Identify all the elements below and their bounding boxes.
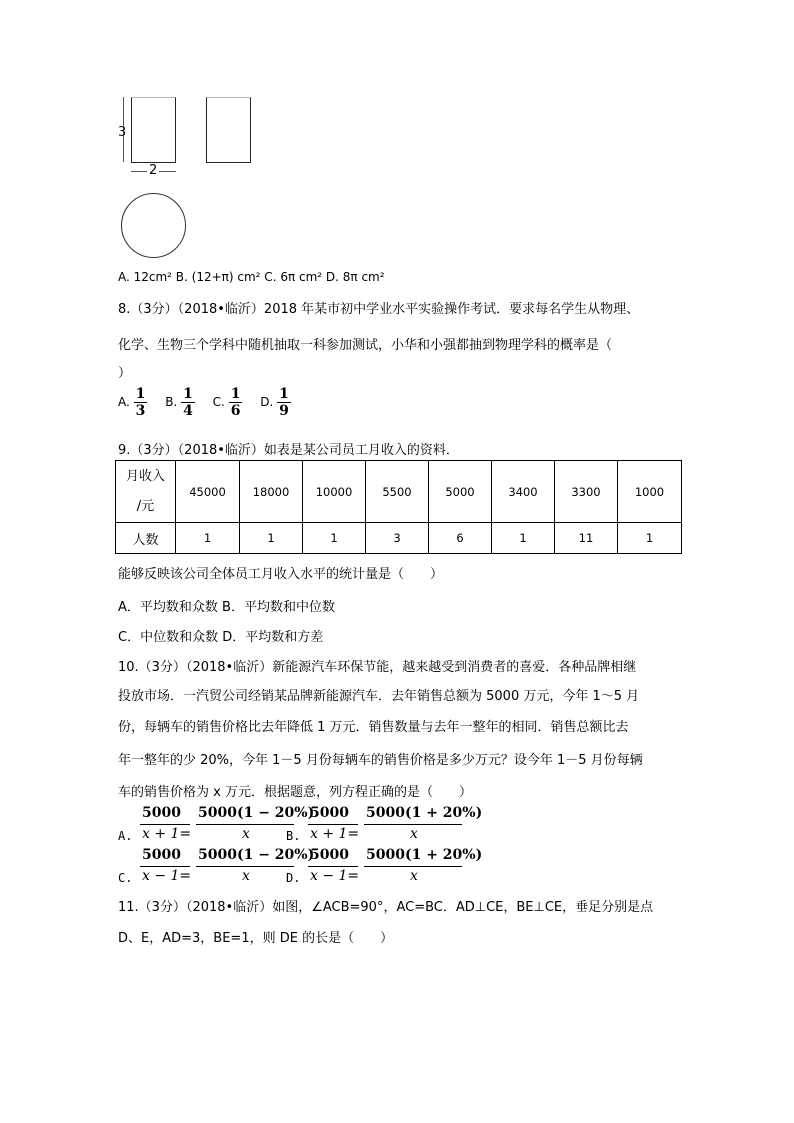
numerator: 5000 bbox=[142, 847, 181, 863]
table-cell: 18000 bbox=[240, 461, 303, 523]
q10-line-4: 年一整年的少 20%，今年 1－5 月份每辆车的销售价格是多少万元？设今年 1－5 月份每辆 bbox=[118, 753, 643, 768]
table-cell: 6 bbox=[429, 523, 492, 554]
table-cell: 5500 bbox=[366, 461, 429, 523]
q8-option-d[interactable]: D. $\frac{1}{9}$ bbox=[260, 386, 289, 419]
numerator: 5000 bbox=[310, 805, 349, 821]
table-cell: 1 bbox=[303, 523, 366, 554]
denominator: x − 1= bbox=[142, 868, 192, 884]
width-label: 2 bbox=[149, 163, 158, 178]
q8-line-2: 化学、生物三个学科中随机抽取一科参加测试，小华和小强都抽到物理学科的概率是（ bbox=[118, 338, 613, 353]
option-label: B. bbox=[286, 829, 301, 843]
option-label: A. bbox=[118, 829, 133, 843]
table-cell: 1 bbox=[618, 523, 682, 554]
q9-title: 9.（3分）（2018•临沂）如表是某公司员工月收入的资料． bbox=[118, 443, 459, 458]
q8-options bbox=[118, 386, 291, 419]
denominator: x bbox=[410, 868, 418, 884]
denominator: x + 1= bbox=[310, 826, 360, 842]
denominator: x bbox=[410, 826, 418, 842]
q8-option-a[interactable]: A. $\frac{1}{3}$ bbox=[118, 386, 146, 419]
table-header-income: 月收入 /元 bbox=[116, 461, 176, 523]
numerator: 5000(1 + 20%) bbox=[366, 805, 483, 821]
table-cell: 45000 bbox=[176, 461, 240, 523]
income-table bbox=[115, 460, 682, 554]
denominator: x bbox=[242, 868, 250, 884]
q11-line-1: 11.（3分）（2018•临沂）如图，∠ACB=90°，AC=BC．AD⊥CE，BE⊥CE，垂足分别是点 bbox=[118, 900, 654, 915]
table-cell: 1 bbox=[176, 523, 240, 554]
q8-option-b[interactable]: B. $\frac{1}{4}$ bbox=[165, 386, 193, 419]
q8-line-3: ） bbox=[118, 366, 132, 381]
q10-line-2: 投放市场．一汽贸公司经销某品牌新能源汽车．去年销售总额为 5000 万元，今年 1～5 月 bbox=[118, 689, 640, 704]
numerator: 5000(1 + 20%) bbox=[366, 847, 483, 863]
denominator: x bbox=[242, 826, 250, 842]
table-cell: 10000 bbox=[303, 461, 366, 523]
q9-question: 能够反映该公司全体员工月收入水平的统计量是（ ） bbox=[118, 567, 444, 582]
table-cell: 11 bbox=[555, 523, 618, 554]
table-cell: 1 bbox=[240, 523, 303, 554]
q11-line-2: D、E，AD=3，BE=1，则 DE 的长是（ ） bbox=[118, 931, 394, 946]
side-view-rect bbox=[206, 97, 251, 163]
q10-options-row-2 bbox=[118, 847, 518, 883]
table-row-income bbox=[116, 461, 682, 523]
table-row-count bbox=[116, 523, 682, 554]
denominator: x + 1= bbox=[142, 826, 192, 842]
q10-line-5: 车的销售价格为 x 万元．根据题意，列方程正确的是（ ） bbox=[118, 785, 472, 800]
numerator: 5000 bbox=[310, 847, 349, 863]
table-cell: 3300 bbox=[555, 461, 618, 523]
q9-options-1[interactable]: A．平均数和众数 B．平均数和中位数 bbox=[118, 600, 335, 615]
q7-options: A. 12cm² B. (12+π) cm² C. 6π cm² D. 8π cm² bbox=[118, 270, 385, 284]
q10-options-row-1 bbox=[118, 805, 518, 841]
numerator: 5000 bbox=[142, 805, 181, 821]
q10-line-3: 份，每辆车的销售价格比去年降低 1 万元．销售数量与去年一整年的相同．销售总额比去 bbox=[118, 720, 629, 735]
q8-line-1: 8.（3分）（2018•临沂）2018 年某市初中学业水平实验操作考试．要求每名学生从物理、 bbox=[118, 302, 640, 317]
front-view-rect bbox=[131, 97, 176, 163]
numerator: 5000(1 − 20%) bbox=[198, 847, 315, 863]
table-cell: 5000 bbox=[429, 461, 492, 523]
option-label: C. bbox=[118, 871, 133, 885]
table-cell: 3400 bbox=[492, 461, 555, 523]
option-label: D. bbox=[286, 871, 301, 885]
q9-options-2[interactable]: C．中位数和众数 D．平均数和方差 bbox=[118, 630, 324, 645]
q8-option-c[interactable]: C. $\frac{1}{6}$ bbox=[212, 386, 241, 419]
table-cell: 3 bbox=[366, 523, 429, 554]
numerator: 5000(1 − 20%) bbox=[198, 805, 315, 821]
table-header-count: 人数 bbox=[116, 523, 176, 554]
denominator: x − 1= bbox=[310, 868, 360, 884]
table-cell: 1 bbox=[492, 523, 555, 554]
height-label: 3 bbox=[118, 125, 127, 140]
table-cell: 1000 bbox=[618, 461, 682, 523]
q10-line-1: 10.（3分）（2018•临沂）新能源汽车环保节能，越来越受到消费者的喜爱．各种品牌相继 bbox=[118, 660, 637, 675]
top-view-circle bbox=[121, 193, 186, 258]
